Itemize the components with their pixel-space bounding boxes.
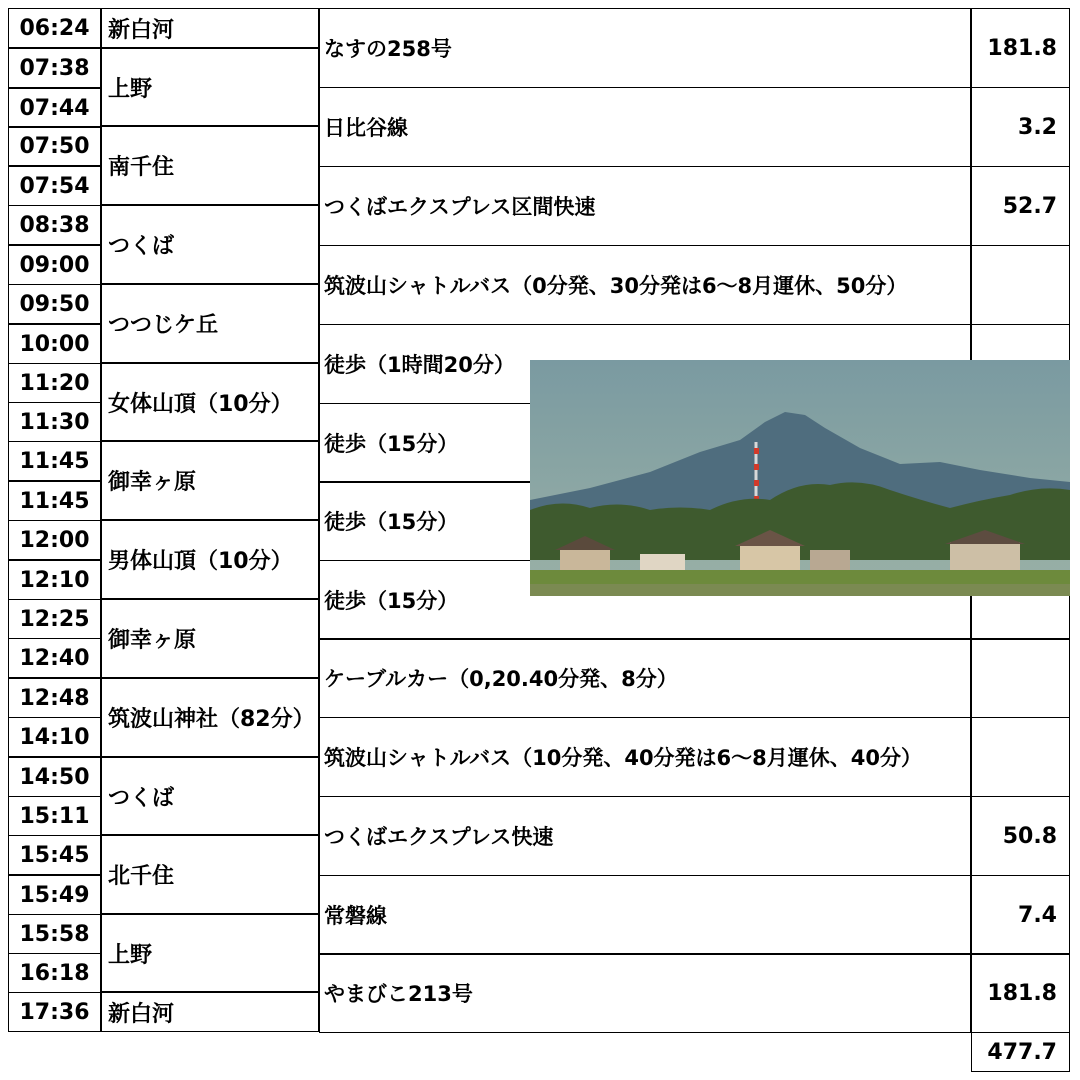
place-cell: つくば [101, 205, 319, 284]
place-cell: 南千住 [101, 126, 319, 205]
route-cell: やまびこ213号 [319, 953, 971, 1033]
distance-cell: 52.7 [971, 166, 1070, 246]
place-cell: 上野 [101, 914, 319, 992]
time-cell: 11:30 [8, 402, 101, 442]
route-cell: 日比谷線 [319, 87, 971, 167]
place-cell: 御幸ヶ原 [101, 441, 319, 520]
time-cell: 12:40 [8, 638, 101, 678]
route-cell: ケーブルカー（0,20.40分発、8分） [319, 638, 971, 718]
time-cell: 12:25 [8, 599, 101, 639]
time-cell: 14:50 [8, 757, 101, 797]
time-cell: 07:38 [8, 48, 101, 88]
time-cell: 15:49 [8, 875, 101, 915]
place-cell: 北千住 [101, 835, 319, 914]
distance-cell: 181.8 [971, 8, 1070, 88]
distance-cell [971, 717, 1070, 797]
distance-cell: 7.4 [971, 875, 1070, 955]
time-cell: 17:36 [8, 992, 101, 1032]
time-cell: 07:50 [8, 126, 101, 166]
time-cell: 14:10 [8, 717, 101, 757]
route-cell: 徒歩（15分） [319, 481, 971, 561]
place-cell: 御幸ヶ原 [101, 599, 319, 678]
route-cell: 徒歩（15分） [319, 560, 971, 640]
time-cell: 15:45 [8, 835, 101, 875]
route-cell: 筑波山シャトルバス（0分発、30分発は6～8月運休、50分） [319, 245, 971, 325]
time-cell: 10:00 [8, 324, 101, 364]
route-cell: つくばエクスプレス区間快速 [319, 166, 971, 246]
time-cell: 12:10 [8, 560, 101, 600]
time-cell: 16:18 [8, 953, 101, 993]
time-cell: 11:45 [8, 441, 101, 481]
route-cell: つくばエクスプレス快速 [319, 796, 971, 876]
place-cell: 筑波山神社（82分） [101, 678, 319, 757]
time-cell: 15:58 [8, 914, 101, 954]
distance-cell: 181.8 [971, 953, 1070, 1033]
route-cell: 筑波山シャトルバス（10分発、40分発は6～8月運休、40分） [319, 717, 971, 797]
distance-cell: 3.2 [971, 87, 1070, 167]
route-cell: 徒歩（1時間20分） [319, 324, 971, 404]
place-cell: 女体山頂（10分） [101, 363, 319, 441]
distance-cell [971, 638, 1070, 718]
time-cell: 07:54 [8, 166, 101, 206]
time-cell: 12:48 [8, 678, 101, 718]
distance-cell: 50.8 [971, 796, 1070, 876]
place-cell: 新白河 [101, 8, 319, 48]
time-cell: 09:00 [8, 245, 101, 285]
time-cell: 07:44 [8, 88, 101, 128]
mountain-landscape-photo [530, 360, 1070, 596]
place-cell: 上野 [101, 48, 319, 126]
route-cell: 徒歩（15分） [319, 403, 971, 483]
time-cell: 08:38 [8, 205, 101, 245]
place-cell: 男体山頂（10分） [101, 520, 319, 599]
place-cell: つくば [101, 757, 319, 835]
route-cell: 常磐線 [319, 875, 971, 955]
time-cell: 11:45 [8, 481, 101, 521]
time-cell: 12:00 [8, 520, 101, 560]
time-cell: 09:50 [8, 284, 101, 324]
distance-cell [971, 245, 1070, 325]
place-cell: 新白河 [101, 992, 319, 1032]
route-cell: なすの258号 [319, 8, 971, 88]
total-distance: 477.7 [971, 1032, 1070, 1072]
time-cell: 11:20 [8, 363, 101, 403]
place-cell: つつじケ丘 [101, 284, 319, 363]
time-cell: 06:24 [8, 8, 101, 48]
time-cell: 15:11 [8, 796, 101, 836]
